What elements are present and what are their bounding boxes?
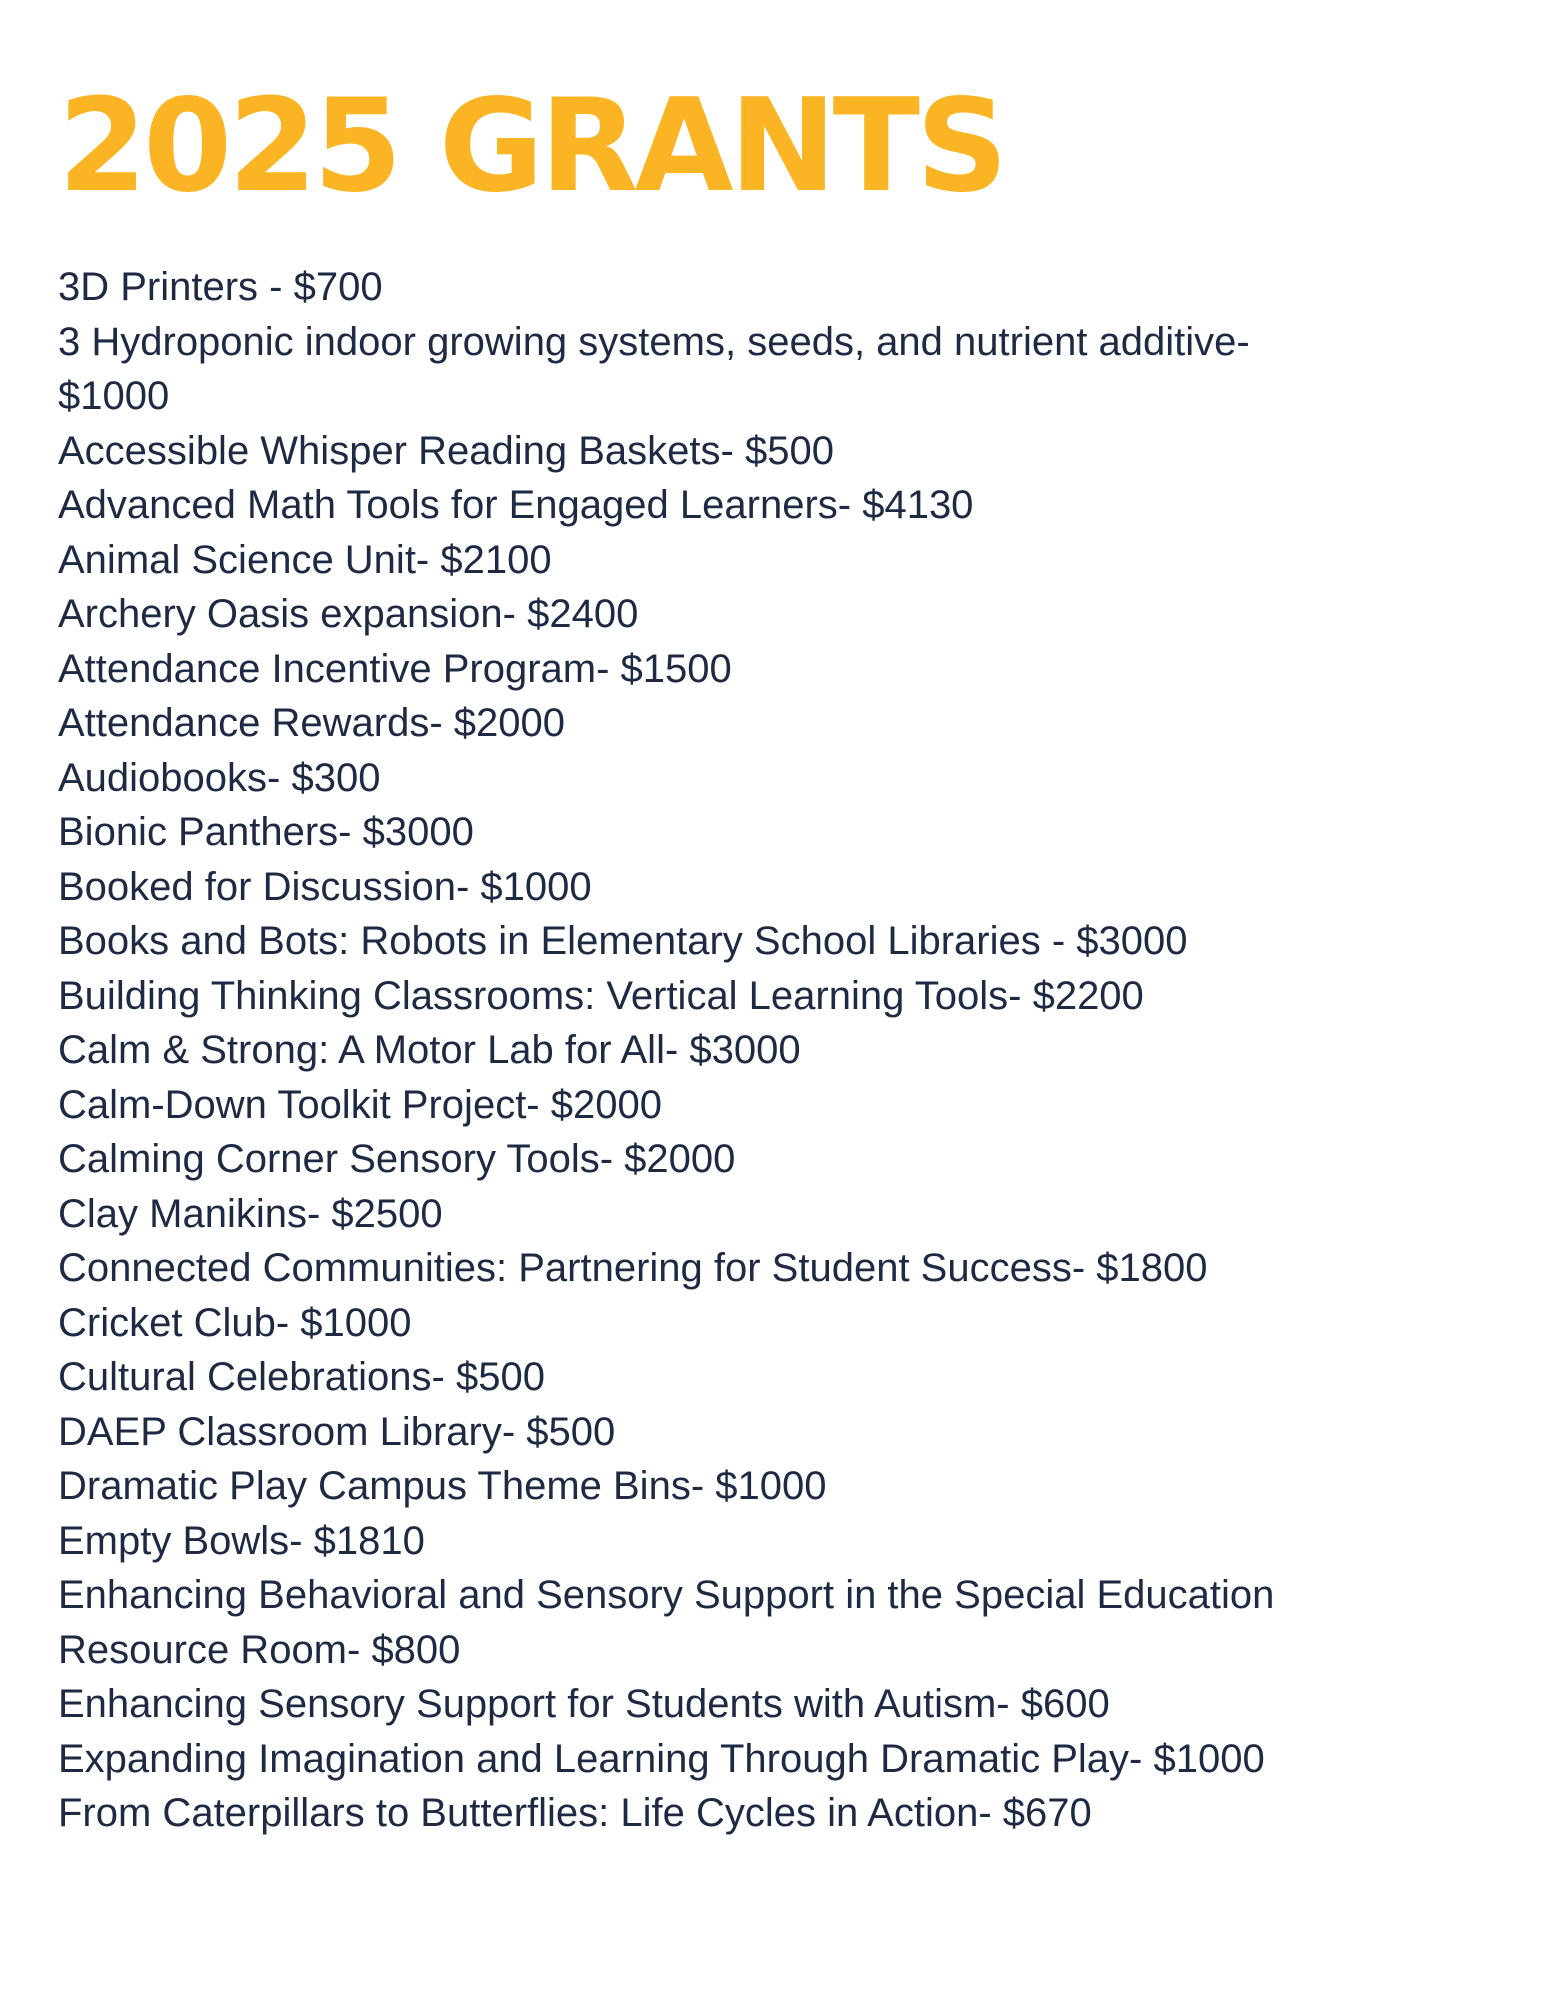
grant-line: Calming Corner Sensory Tools- $2000 bbox=[58, 1137, 736, 1181]
grant-line: Advanced Math Tools for Engaged Learners- $4130 bbox=[58, 483, 974, 527]
grant-line: Bionic Panthers- $3000 bbox=[58, 810, 474, 854]
grant-line: Connected Communities: Partnering for Student Success- $1800 bbox=[58, 1246, 1208, 1290]
page-title: 2025 GRANTS bbox=[58, 72, 1005, 221]
grant-line: Building Thinking Classrooms: Vertical Learning Tools- $2200 bbox=[58, 973, 1144, 1018]
grant-line: Enhancing Sensory Support for Students with Autism- $600 bbox=[58, 1682, 1110, 1726]
grant-list bbox=[58, 260, 1458, 1841]
grant-line: 3D Printers - $700 bbox=[58, 265, 383, 309]
grant-line: From Caterpillars to Butterflies: Life Cycles in Action- $670 bbox=[58, 1791, 1092, 1835]
grant-line: Expanding Imagination and Learning Through Dramatic Play- $1000 bbox=[58, 1736, 1265, 1781]
grant-line: $1000 bbox=[58, 374, 170, 418]
grant-line: DAEP Classroom Library- $500 bbox=[58, 1409, 616, 1454]
grant-line: Accessible Whisper Reading Baskets- $500 bbox=[58, 428, 834, 473]
grant-line: Calm & Strong: A Motor Lab for All- $3000 bbox=[58, 1028, 801, 1072]
grant-line: Dramatic Play Campus Theme Bins- $1000 bbox=[58, 1464, 827, 1508]
grant-line: Clay Manikins- $2500 bbox=[58, 1191, 443, 1236]
grant-line: 3 Hydroponic indoor growing systems, seeds, and nutrient additive- bbox=[58, 319, 1250, 364]
grant-line: Audiobooks- $300 bbox=[58, 755, 381, 800]
grant-line: Archery Oasis expansion- $2400 bbox=[58, 592, 639, 636]
grant-line: Attendance Incentive Program- $1500 bbox=[58, 646, 732, 691]
grant-line: Cricket Club- $1000 bbox=[58, 1300, 412, 1345]
grant-line: Booked for Discussion- $1000 bbox=[58, 864, 592, 909]
grant-line: Cultural Celebrations- $500 bbox=[58, 1355, 545, 1399]
grant-line: Animal Science Unit- $2100 bbox=[58, 537, 552, 582]
grant-line: Enhancing Behavioral and Sensory Support in the Special Education bbox=[58, 1573, 1275, 1617]
grant-line: Attendance Rewards- $2000 bbox=[58, 701, 565, 745]
grant-line: Calm-Down Toolkit Project- $2000 bbox=[58, 1082, 662, 1127]
grant-line: Empty Bowls- $1810 bbox=[58, 1518, 425, 1563]
grant-line: Books and Bots: Robots in Elementary School Libraries - $3000 bbox=[58, 919, 1188, 963]
grant-line: Resource Room- $800 bbox=[58, 1627, 461, 1672]
